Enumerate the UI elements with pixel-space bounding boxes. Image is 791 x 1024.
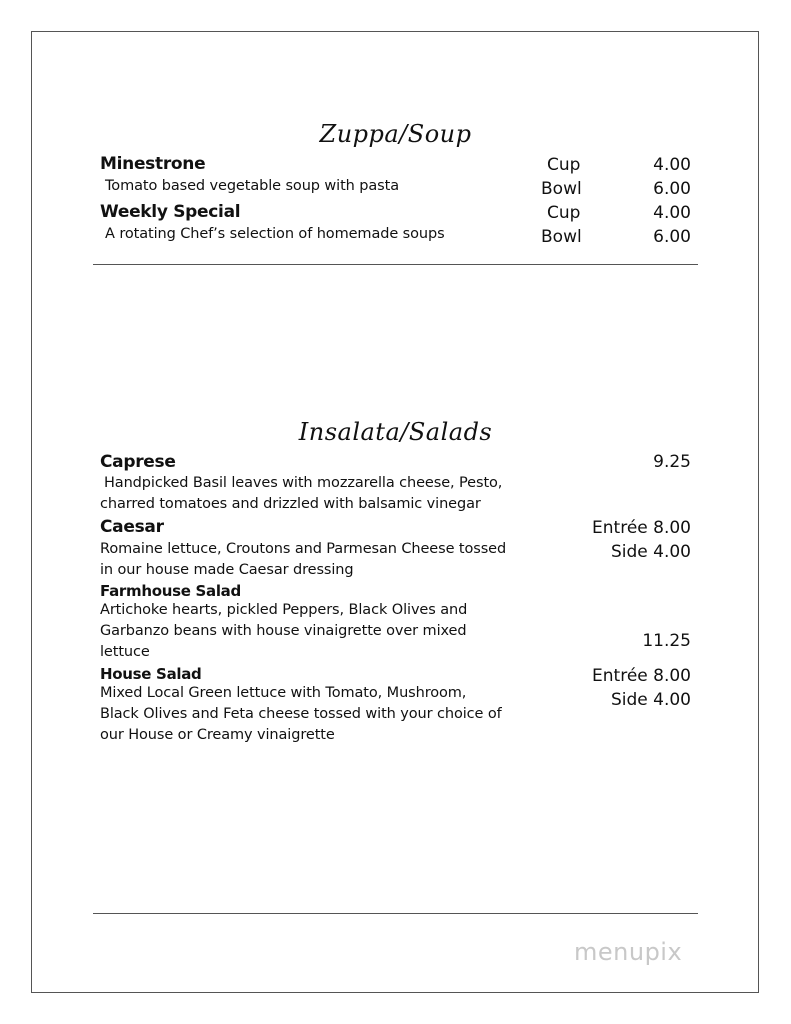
- salad-item-price: 11.25: [642, 631, 691, 651]
- soup-section-title: Zuppa/Soup: [319, 120, 472, 148]
- salad-item-desc: Romaine lettuce, Croutons and Parmesan Cheese tossed: [100, 541, 507, 557]
- section-divider: [93, 913, 698, 914]
- salad-item-desc: Artichoke hearts, pickled Peppers, Black Olives and: [100, 602, 468, 618]
- size-label: Cup: [547, 155, 581, 175]
- page-border: [31, 31, 759, 993]
- salad-item-name: House Salad: [100, 665, 202, 683]
- salads-section-title: Insalata/Salads: [298, 418, 493, 446]
- size-label: Bowl: [541, 227, 582, 247]
- soup-item-name: Weekly Special: [100, 202, 241, 222]
- salad-item-price: 9.25: [653, 452, 691, 472]
- size-price: 6.00: [653, 227, 691, 247]
- salad-item-desc: our House or Creamy vinaigrette: [100, 727, 335, 743]
- section-divider: [93, 264, 698, 265]
- salad-item-desc: Garbanzo beans with house vinaigrette over mixed: [100, 623, 467, 639]
- salad-item-desc: Black Olives and Feta cheese tossed with your choice of: [100, 706, 502, 722]
- soup-item-desc: A rotating Chef’s selection of homemade soups: [105, 226, 445, 242]
- soup-item-name: Minestrone: [100, 154, 206, 174]
- salad-item-name: Caprese: [100, 452, 176, 472]
- size-label: Cup: [547, 203, 581, 223]
- size-price: 4.00: [653, 203, 691, 223]
- salad-item-price: Side 4.00: [610, 690, 691, 710]
- salad-item-name: Farmhouse Salad: [100, 582, 241, 600]
- salad-item-desc: Handpicked Basil leaves with mozzarella cheese, Pesto,: [104, 475, 503, 491]
- size-price: 6.00: [653, 179, 691, 199]
- salad-item-desc: lettuce: [100, 644, 150, 660]
- salad-item-price: Entrée 8.00: [592, 518, 691, 538]
- salad-item-desc: in our house made Caesar dressing: [100, 562, 354, 578]
- watermark: menupix: [574, 938, 683, 966]
- size-label: Bowl: [541, 179, 582, 199]
- salad-item-desc: charred tomatoes and drizzled with balsamic vinegar: [100, 496, 481, 512]
- salad-item-price: Entrée 8.00: [592, 666, 691, 686]
- salad-item-name: Caesar: [100, 517, 164, 537]
- salad-item-price: Side 4.00: [610, 542, 691, 562]
- size-price: 4.00: [653, 155, 691, 175]
- salad-item-desc: Mixed Local Green lettuce with Tomato, Mushroom,: [100, 685, 467, 701]
- soup-item-desc: Tomato based vegetable soup with pasta: [105, 178, 399, 194]
